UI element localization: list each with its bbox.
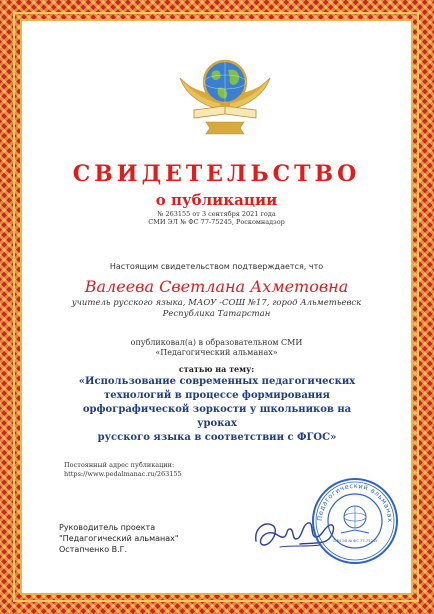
- certificate-title: СВИДЕТЕЛЬСТВО: [72, 161, 361, 187]
- head-name: Остапченко В.Г.: [59, 545, 128, 554]
- registration-number: № 263155 от 3 сентября 2021 года: [157, 210, 276, 218]
- project-head: [59, 522, 179, 555]
- confirm-text: Настоящим свидетельством подтверждается, что: [109, 262, 324, 271]
- position-line: учитель русского языка, МАОУ -СОШ №17, город Альметьевск: [71, 298, 362, 308]
- stamp-inner-text: СМИ ЭЛ № ФС 77-75245: [332, 539, 378, 543]
- media-registration: СМИ ЭЛ № ФС 77-75245, Роскомнадзор: [148, 218, 285, 226]
- head-project: "Педагогический альманах": [59, 534, 179, 543]
- address-url[interactable]: https://www.pedalmanac.ru/263155: [64, 470, 182, 478]
- address-label: Постоянный адрес публикации:: [64, 461, 175, 469]
- topic-line: русского языка в соответствии с ФГОС»: [97, 432, 337, 443]
- certificate-sheet: [22, 21, 411, 593]
- journal-name: «Педагогический альманах»: [155, 348, 278, 357]
- region-line: Республика Татарстан: [162, 309, 271, 319]
- topic-line: орфографической зоркости у школьников на уроках: [82, 404, 352, 429]
- certificate-subtitle: о публикации: [155, 191, 278, 209]
- head-title: Руководитель проекта: [59, 523, 156, 532]
- publication-address: [64, 461, 182, 479]
- published-in-line: опубликовал(а) в образовательном СМИ: [130, 338, 303, 347]
- article-topic: [78, 375, 356, 445]
- recipient-position: [22, 298, 411, 320]
- recipient-name: Валеева Светлана Ахметовна: [84, 277, 349, 296]
- round-stamp-icon: [311, 477, 399, 565]
- globe-book-laurel-icon: [176, 48, 274, 140]
- topic-line: технологий в процессе формирования: [104, 390, 330, 401]
- topic-line: «Использование современных педагогических: [78, 376, 356, 387]
- stamp-outer-text: Педагогический альманах: [315, 481, 395, 523]
- topic-label: статью на тему:: [178, 364, 255, 374]
- publication-info: [22, 338, 411, 358]
